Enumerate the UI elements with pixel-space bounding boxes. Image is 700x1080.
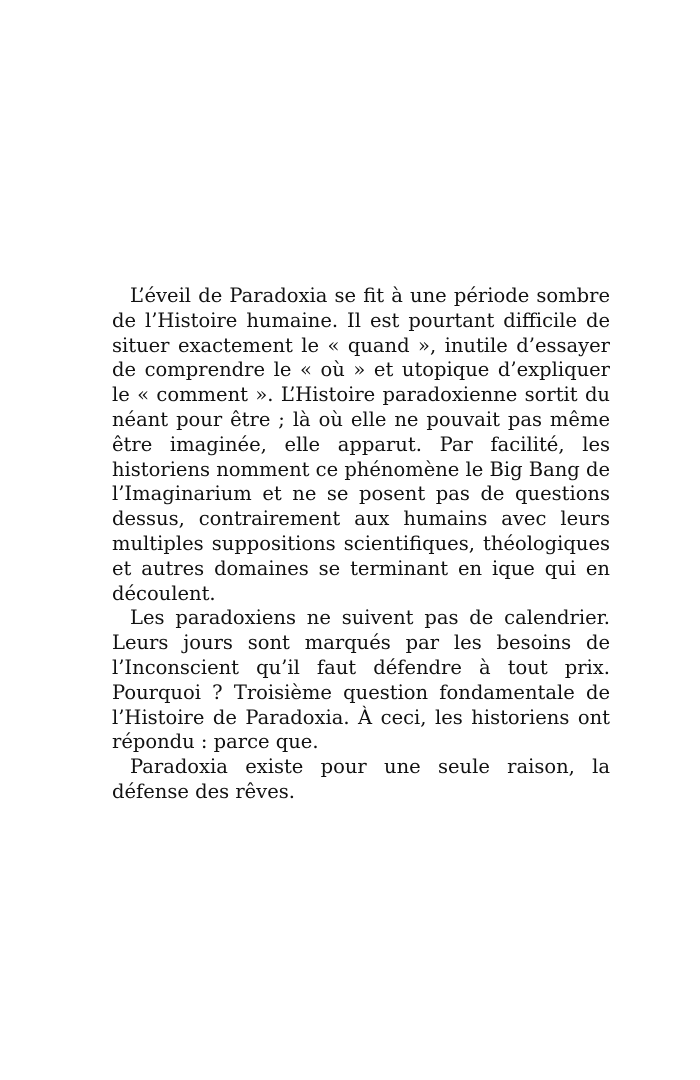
paragraph-2: Les paradoxiens ne suivent pas de calendrier. Leurs jours sont marqués par les besoins de l’Inconscient qu’il faut défendre à tout prix. Pourquoi ? Troisième question fondamentale de l’Histoire de Paradoxia. À ceci, les historiens ont répondu : parce que. <box>112 606 610 754</box>
paragraph-3: Paradoxia existe pour une seule raison, la défense des rêves. <box>112 755 610 803</box>
body-text <box>112 284 610 805</box>
paragraph-1: L’éveil de Paradoxia se fit à une période sombre de l’Histoire humaine. Il est pourtant difficile de situer exactement le « quand », inutile d’essayer de comprendre le « où » et utopique d’expliquer le « comment ». L’Histoire paradoxienne sortit du néant pour être ; là où elle ne pouvait pas même être imaginée, elle apparut. Par facilité, les historiens nomment ce phénomène le Big Bang de l’Imaginarium et ne se posent pas de questions dessus, contrairement aux humains avec leurs multiples suppositions scientifiques, théologiques et autres domaines se terminant en ique qui en découlent. <box>112 284 610 605</box>
